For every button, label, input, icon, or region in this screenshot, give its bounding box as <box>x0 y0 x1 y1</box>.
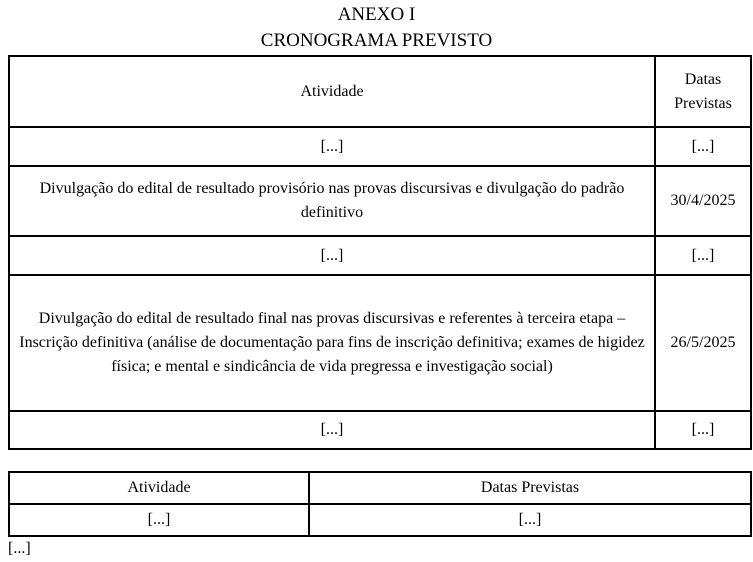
table-row <box>9 411 751 449</box>
table-header-row <box>9 56 751 127</box>
table-row <box>9 127 751 166</box>
table-row <box>9 275 751 411</box>
header-dates <box>655 56 751 127</box>
table-header-row <box>9 472 751 504</box>
header-dates-line1: Datas <box>684 70 722 88</box>
footer-ellipsis: [...] <box>8 540 31 557</box>
date-cell: 26/5/2025 <box>655 275 751 411</box>
header-activity: Atividade <box>9 56 655 127</box>
date-cell: [...] <box>655 127 751 166</box>
annex-title: ANEXO I <box>337 4 416 25</box>
activity-cell: [...] <box>9 504 309 536</box>
activity-cell: [...] <box>9 127 655 166</box>
schedule-table <box>8 55 752 450</box>
date-cell: [...] <box>309 504 751 536</box>
activity-cell: Divulgação do edital de resultado provisório nas provas discursivas e divulgação do padrão definitivo <box>9 166 655 236</box>
table-row <box>9 504 751 536</box>
header-dates-line2: Previstas <box>674 94 732 112</box>
table-row <box>9 236 751 275</box>
date-cell: 30/4/2025 <box>655 166 751 236</box>
date-cell: [...] <box>655 236 751 275</box>
header-dates: Datas Previstas <box>309 472 751 504</box>
date-cell: [...] <box>655 411 751 449</box>
schedule-title: CRONOGRAMA PREVISTO <box>260 30 493 51</box>
second-schedule-table <box>8 471 752 537</box>
activity-cell: [...] <box>9 411 655 449</box>
table-row <box>9 166 751 236</box>
header-activity: Atividade <box>9 472 309 504</box>
activity-cell: Divulgação do edital de resultado final nas provas discursivas e referentes à terceira etapa – Inscrição definitiva (análise de documentação para fins de inscrição definitiva; exames de higidez física; e mental e sindicância de vida pregressa e investigação social) <box>9 275 655 411</box>
activity-cell: [...] <box>9 236 655 275</box>
